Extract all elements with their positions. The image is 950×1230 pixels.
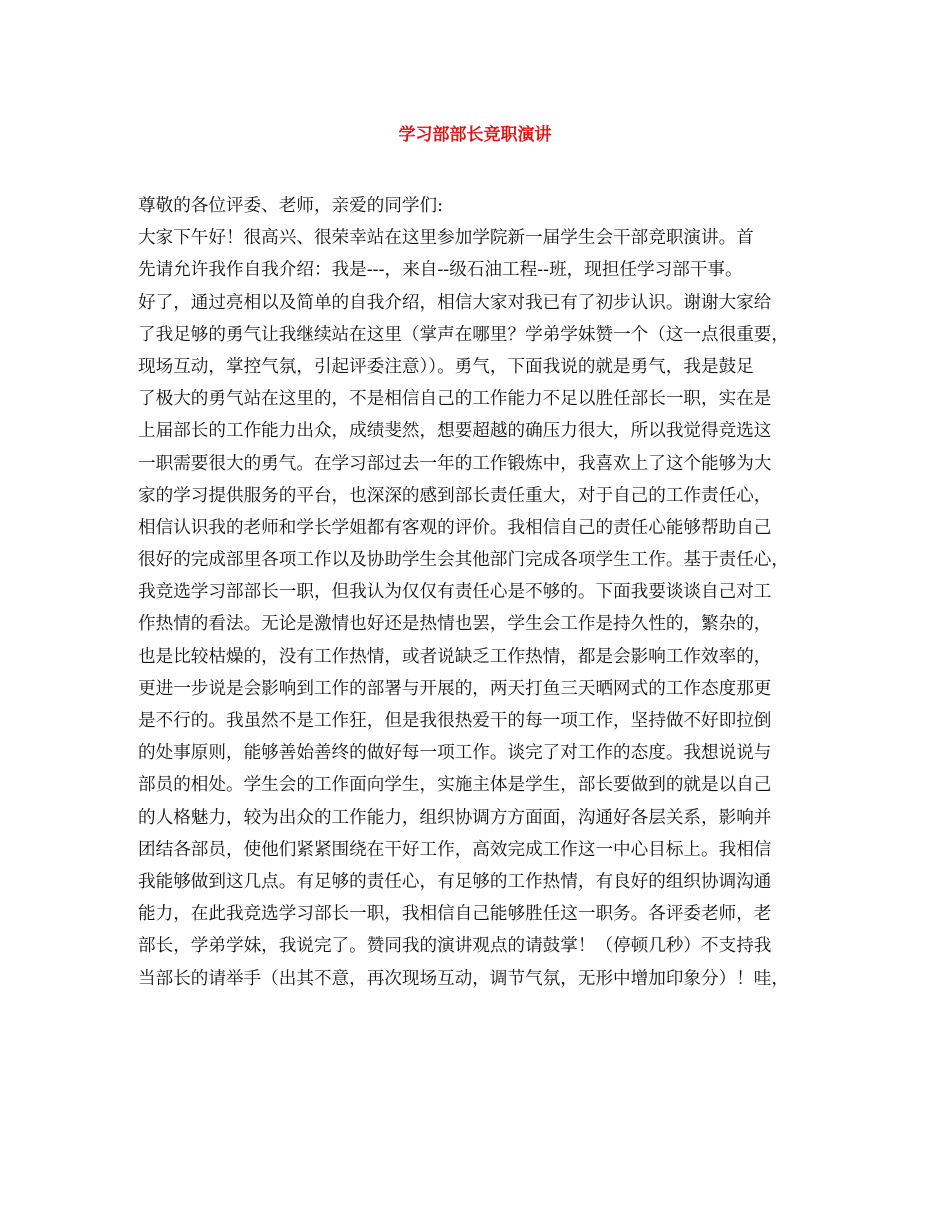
text-line: 先请允许我作自我介绍：我是---，来自--级石油工程--班，现担任学习部干事。 — [138, 260, 743, 281]
text-line: 了极大的勇气站在这里的，不是相信自己的工作能力不足以胜任部长一职，实在是 — [138, 389, 772, 410]
text-line: 更进一步说是会影响到工作的部署与开展的，两天打鱼三天晒网式的工作态度那更 — [138, 678, 772, 699]
text-line: 部员的相处。学生会的工作面向学生，实施主体是学生，部长要做到的就是以自己 — [138, 775, 772, 796]
text-line: 了我足够的勇气让我继续站在这里（掌声在哪里？学弟学妹赞一个（这一点很重要， — [138, 324, 789, 345]
text-line: 我能够做到这几点。有足够的责任心，有足够的工作热情，有良好的组织协调沟通 — [138, 871, 772, 892]
text-line: 是不行的。我虽然不是工作狂，但是我很热爱干的每一项工作，坚持做不好即拉倒 — [138, 711, 772, 731]
text-line: 大家下午好！很高兴、很荣幸站在这里参加学院新一届学生会干部竞职演讲。首 — [138, 228, 754, 249]
text-line: 也是比较枯燥的，没有工作热情，或者说缺乏工作热情，都是会影响工作效率的， — [138, 646, 772, 667]
text-line: 相信认识我的老师和学长学姐都有客观的评价。我相信自己的责任心能够帮助自己 — [138, 517, 772, 538]
text-line: 能力，在此我竞选学习部长一职，我相信自己能够胜任这一职务。各评委老师，老 — [138, 904, 772, 925]
text-line: 一职需要很大的勇气。在学习部过去一年的工作锻炼中，我喜欢上了这个能够为大 — [138, 453, 772, 474]
text-line: 尊敬的各位评委、老师，亲爱的同学们: — [138, 196, 444, 216]
text-line: 我竞选学习部部长一职，但我认为仅仅有责任心是不够的。下面我要谈谈自己对工 — [138, 582, 772, 603]
text-line: 团结各部员，使他们紧紧围绕在干好工作，高效完成工作这一中心目标上。我相信 — [138, 839, 772, 860]
document-title: 学习部部长竞职演讲 — [398, 125, 552, 145]
text-line: 很好的完成部里各项工作以及协助学生会其他部门完成各项学生工作。基于责任心， — [138, 550, 789, 571]
text-line: 现场互动，掌控气氛，引起评委注意））。勇气，下面我说的就是勇气，我是鼓足 — [138, 356, 754, 377]
text-line: 上届部长的工作能力出众，成绩斐然，想要超越的确压力很大，所以我觉得竞选这 — [138, 421, 772, 442]
text-line: 作热情的看法。无论是激情也好还是热情也罢，学生会工作是持久性的，繁杂的， — [138, 614, 772, 635]
text-line: 的处事原则，能够善始善终的做好每一项工作。谈完了对工作的态度。我想说说与 — [138, 743, 772, 764]
text-line: 当部长的请举手（出其不意，再次现场互动，调节气氛，无形中增加印象分）！哇， — [138, 968, 789, 989]
speech-body — [138, 190, 818, 995]
text-line: 部长，学弟学妹，我说完了。赞同我的演讲观点的请鼓掌！（停顿几秒）不支持我 — [138, 936, 772, 957]
text-line: 好了，通过亮相以及简单的自我介绍，相信大家对我已有了初步认识。谢谢大家给 — [138, 292, 772, 313]
text-line: 家的学习提供服务的平台，也深深的感到部长责任重大，对于自己的工作责任心， — [138, 485, 772, 506]
text-line: 的人格魅力，较为出众的工作能力，组织协调方方面面，沟通好各层关系，影响并 — [138, 807, 772, 828]
